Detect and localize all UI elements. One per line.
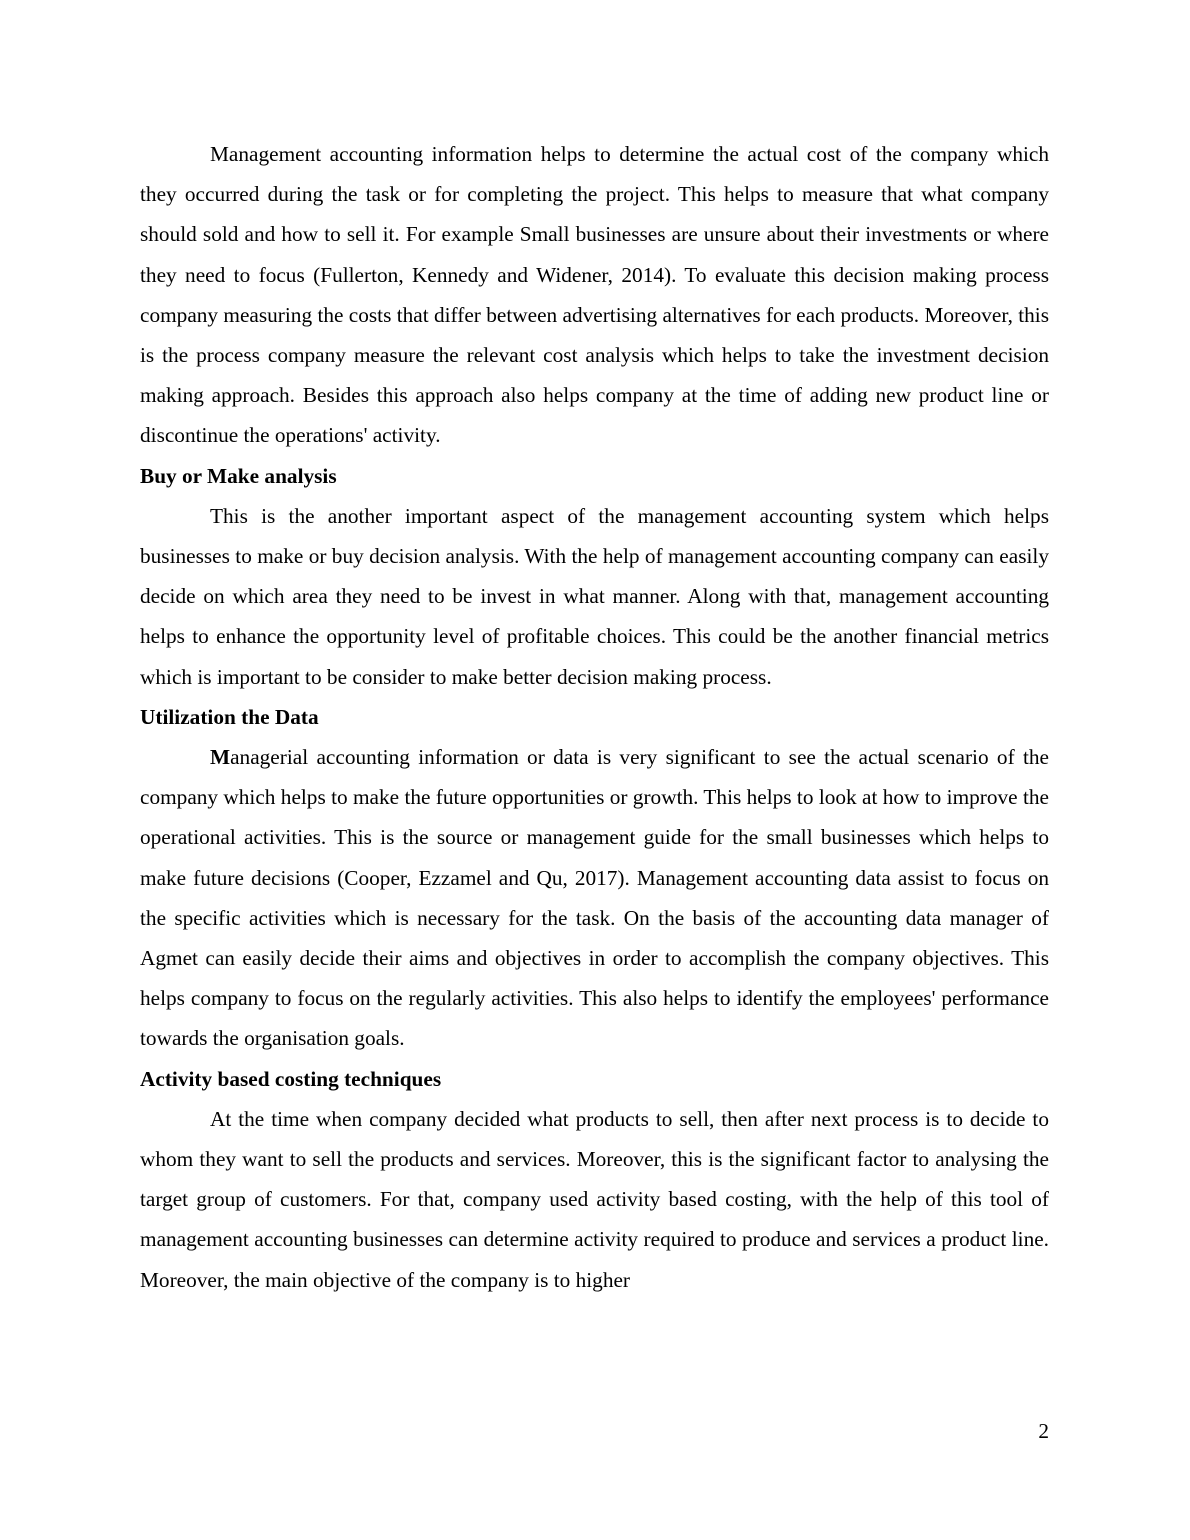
paragraph-utilization-text: anagerial accounting information or data is very significant to see the actual scenario of the company which helps to make the future opportunities or growth. This helps to look at how to improve the operational activities. This is the source or management guide for the small businesses which helps to make future decisions (Cooper, Ezzamel and Qu, 2017). Management accounting data assist to focus on the specific activities which is necessary for the task. On the basis of the accounting data manager of Agmet can easily decide their aims and objectives in order to accomplish the company objectives. This helps company to focus on the regularly activities. This also helps to identify the employees' performance towards the organisation goals. [140,745,1049,1051]
paragraph-buy-or-make: This is the another important aspect of the management accounting system which helps businesses to make or buy decision analysis. With the help of management accounting company can easily decide on which area they need to be invest in what manner. Along with that, management accounting helps to enhance the opportunity level of profitable choices. This could be the another financial metrics which is important to be consider to make better decision making process. [140,503,1049,689]
heading-buy-or-make-analysis: Buy or Make analysis [140,463,337,488]
paragraph-utilization [140,737,1049,1059]
paragraph-utilization-first-letter: M [210,745,231,770]
paragraph-relevant-cost: Management accounting information helps to determine the actual cost of the company which they occurred during the task or for completing the project. This helps to measure that what company should sold and how to sell it. For example Small businesses are unsure about their investments or where they need to focus (Fullerton, Kennedy and Widener, 2014). To evaluate this decision making process company measuring the costs that differ between advertising alternatives for each products. Moreover, this is the process company measure the relevant cost analysis which helps to take the investment decision making approach. Besides this approach also helps company at the time of adding new product line or discontinue the operations' activity. [140,142,1049,448]
heading-activity-based-costing: Activity based costing techniques [140,1066,442,1091]
document-body [140,134,1049,1300]
page-number: 2 [1038,1419,1049,1443]
paragraph-activity-based-costing: At the time when company decided what products to sell, then after next process is to decide to whom they want to sell the products and services. Moreover, this is the significant factor to analysing the target group of customers. For that, company used activity based costing, with the help of this tool of management accounting businesses can determine activity required to produce and services a product line. Moreover, the main objective of the company is to higher [140,1106,1049,1292]
heading-utilization-the-data: Utilization the Data [140,704,319,729]
